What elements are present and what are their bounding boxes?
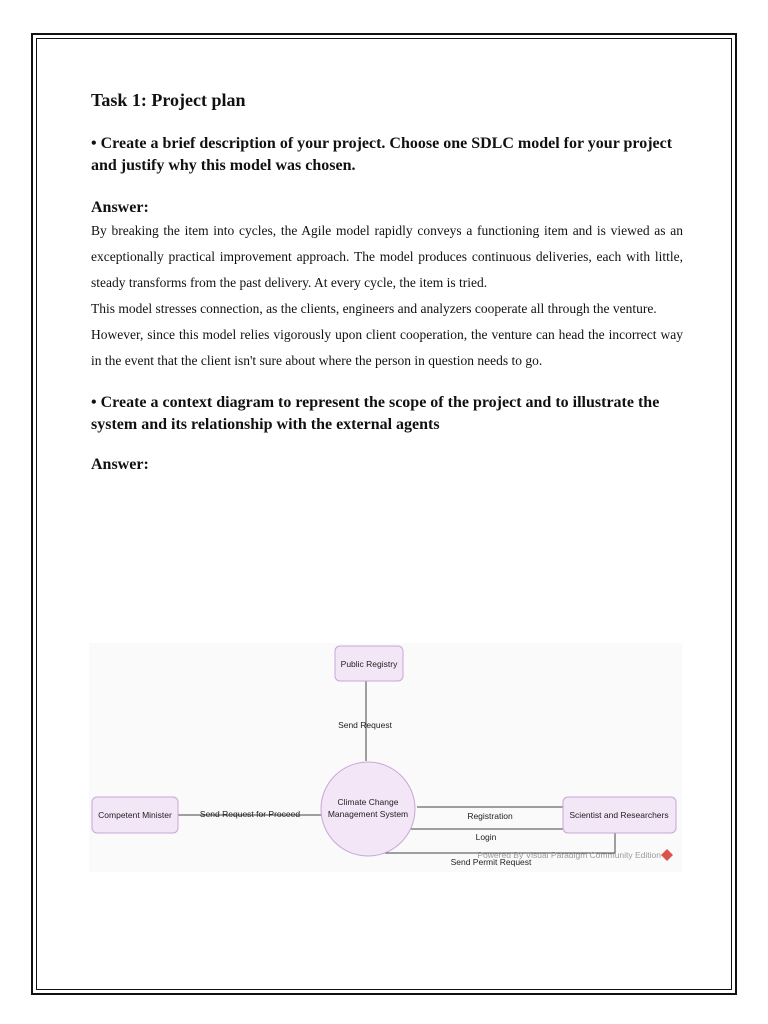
label-system-line1: Climate Change (337, 797, 399, 807)
answer-1-paragraph: However, since this model relies vigorously upon client cooperation, the venture can head the incorrect way in the event that the client isn't sure about where the person in question needs to go. (91, 327, 683, 368)
label-scientists: Scientist and Researchers (569, 810, 669, 820)
label-competent-minister: Competent Minister (98, 810, 172, 820)
question-2: • Create a context diagram to represent the scope of the project and to illustrate the system and its relationship with the external agents (91, 394, 660, 433)
task-heading: Task 1: Project plan (91, 90, 246, 110)
flow-send-request: Send Request (338, 720, 392, 730)
question-1: • Create a brief description of your project. Choose one SDLC model for your project and justify why this model was chosen. (91, 135, 673, 174)
answer-2-label: Answer: (91, 456, 149, 473)
flow-send-permit-request: Send Permit Request (450, 857, 532, 867)
flow-login: Login (475, 832, 497, 842)
label-system-line2: Management System (327, 809, 409, 819)
visual-paradigm-logo-icon (661, 849, 673, 861)
context-diagram-svg (89, 643, 682, 872)
watermark-text: Powered By Visual Paradigm Community Edition (477, 850, 661, 860)
label-public-registry: Public Registry (340, 659, 398, 669)
flow-send-request-for-proceed: Send Request for Proceed (199, 809, 301, 819)
flow-registration: Registration (467, 811, 513, 821)
answer-1-label: Answer: (91, 199, 149, 216)
context-diagram (89, 643, 682, 872)
answer-1-paragraph: This model stresses connection, as the clients, engineers and analyzers cooperate all through the venture. (91, 301, 657, 316)
answer-1-paragraph: By breaking the item into cycles, the Agile model rapidly conveys a functioning item and is viewed as an exceptionally practical improvement approach. The model produces continuous deliveries, each with little, steady transforms from the past delivery. At every cycle, the item is tried. (91, 223, 683, 290)
document-body (91, 88, 683, 475)
